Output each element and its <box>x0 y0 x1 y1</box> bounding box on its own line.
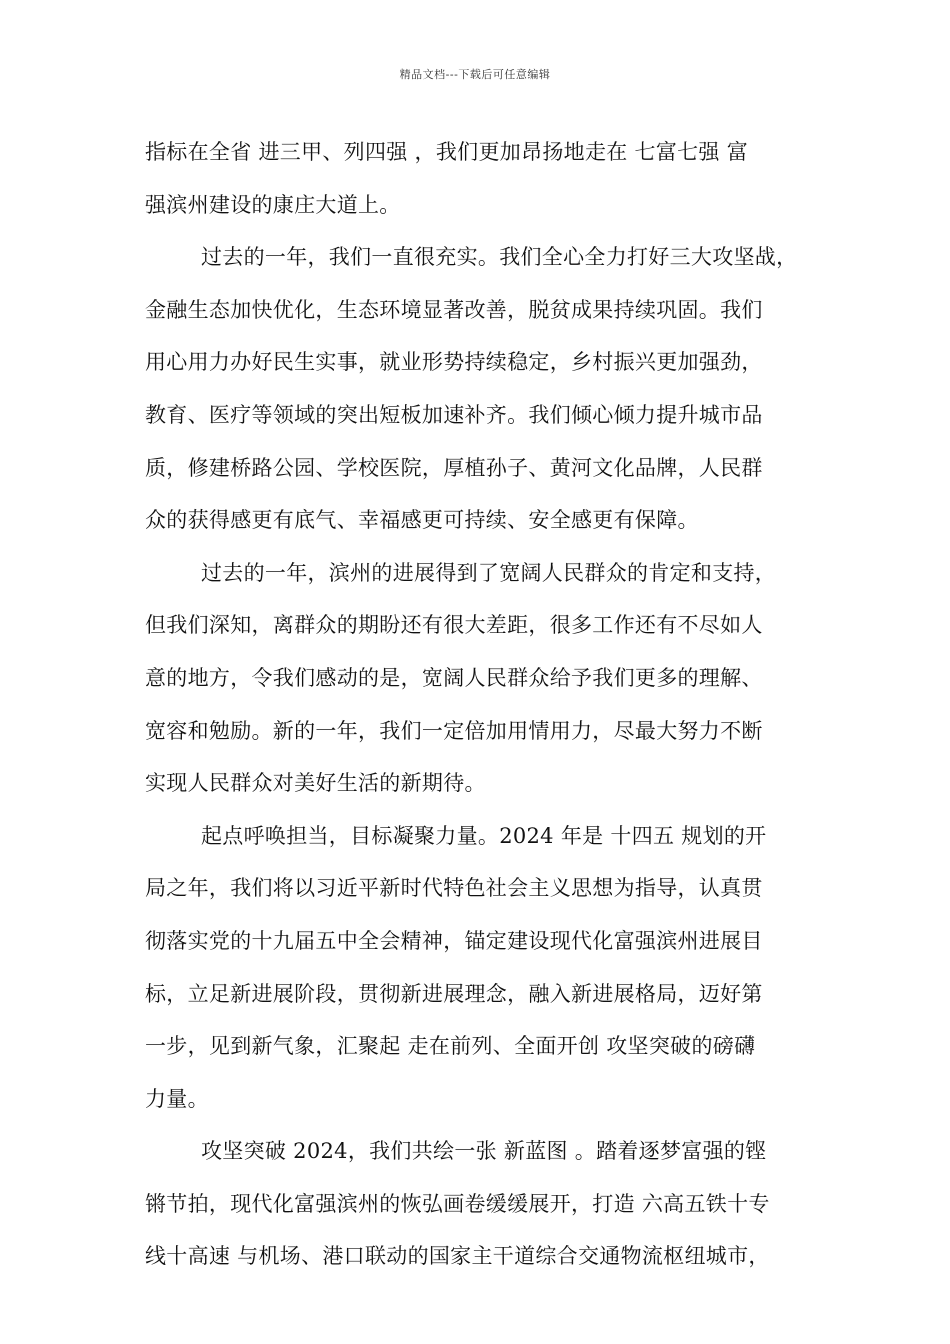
paragraph-first-line: 过去的一年，滨州的进展得到了宽阔人民群众的肯定和支持， <box>201 560 777 585</box>
body-text <box>145 126 825 1283</box>
page-header: 精品文档---下载后可任意编辑 <box>399 68 551 81</box>
text-line: 强滨州建设的康庄大道上。 <box>145 192 401 217</box>
text-line: 一步，见到新气象，汇聚起 走在前列、全面开创 攻坚突破的磅礴 <box>145 1034 756 1059</box>
text-line: 指标在全省 进三甲、列四强 ，我们更加昂扬地走在 七富七强 富 <box>145 140 748 164</box>
text-line: 彻落实党的十九届五中全会精神，锚定建设现代化富强滨州进展目 <box>145 928 763 953</box>
paragraph-first-line: 过去的一年，我们一直很充实。我们全心全力打好三大攻坚战， <box>201 245 798 270</box>
text-line: 局之年，我们将以习近平新时代特色社会主义思想为指导，认真贯 <box>145 876 763 901</box>
paragraph-first-line: 起点呼唤担当，目标凝聚力量。2024 年是 十四五 规划的开 <box>201 823 767 848</box>
text-line: 线十高速 与机场、港口联动的国家主干道综合交通物流枢纽城市， <box>145 1244 770 1269</box>
text-line: 意的地方，令我们感动的是，宽阔人民群众给予我们更多的理解、 <box>145 665 763 690</box>
text-line: 但我们深知，离群众的期盼还有很大差距，很多工作还有不尽如人 <box>145 613 763 638</box>
text-line: 质，修建桥路公园、学校医院，厚植孙子、黄河文化品牌，人民群 <box>145 455 763 480</box>
text-line: 用心用力办好民生实事，就业形势持续稳定，乡村振兴更加强劲， <box>145 350 763 375</box>
text-line: 锵节拍，现代化富强滨州的恢弘画卷缓缓展开，打造 六高五铁十专 <box>145 1191 770 1216</box>
paragraph-first-line: 攻坚突破 2024，我们共绘一张 新蓝图 。踏着逐梦富强的铿 <box>201 1139 767 1164</box>
text-line: 力量。 <box>145 1086 209 1111</box>
text-line: 众的获得感更有底气、幸福感更可持续、安全感更有保障。 <box>145 508 699 533</box>
text-line: 实现人民群众对美好生活的新期待。 <box>145 771 486 796</box>
text-line: 金融生态加快优化，生态环境显著改善，脱贫成果持续巩固。我们 <box>145 297 763 322</box>
text-line: 宽容和勉励。新的一年，我们一定倍加用情用力，尽最大努力不断 <box>145 718 763 743</box>
text-line: 标，立足新进展阶段，贯彻新进展理念，融入新进展格局，迈好第 <box>145 981 763 1006</box>
text-line: 教育、医疗等领域的突出短板加速补齐。我们倾心倾力提升城市品 <box>145 402 763 427</box>
